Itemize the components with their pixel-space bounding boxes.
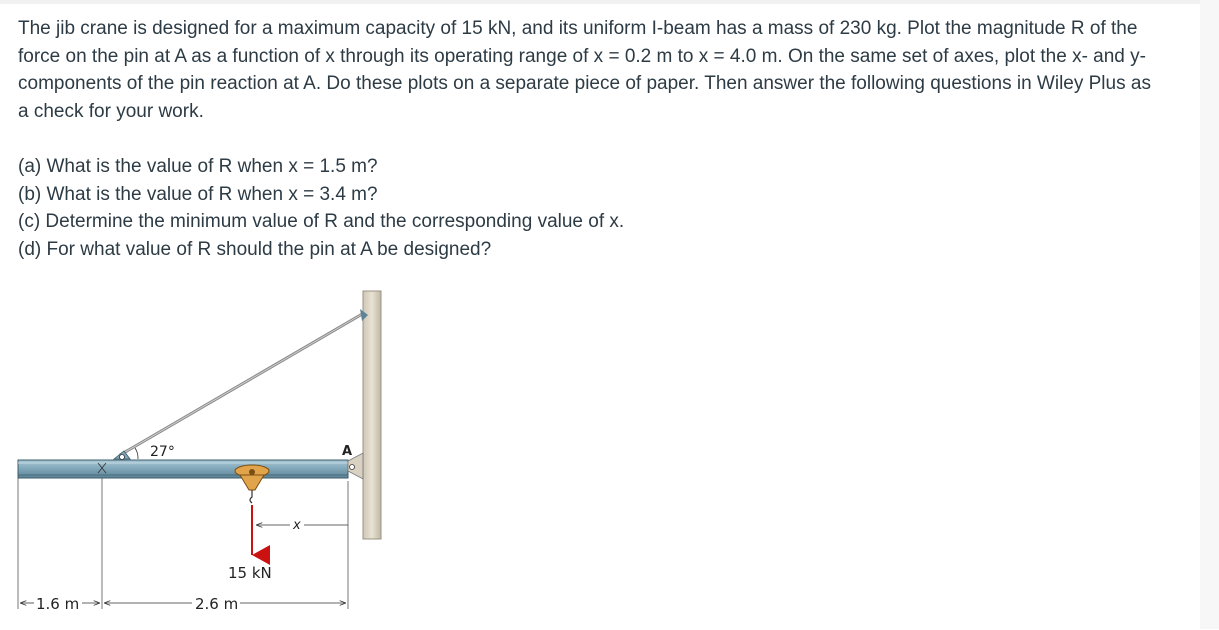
pin-a	[350, 465, 355, 470]
hook	[250, 490, 252, 503]
angle-label: 27°	[150, 444, 175, 460]
right-gutter	[1200, 0, 1219, 629]
tie-cable-highlight	[120, 313, 364, 455]
jib-crane-diagram	[0, 285, 400, 625]
trolley-body	[240, 475, 264, 490]
question-parts	[18, 153, 1018, 263]
question-line-2: force on the pin at A as a function of x through its operating range of x = 0.2 m to x = 4.0 m. On the same set of axes, plot the x- and y-	[18, 45, 1146, 67]
trolley-axle	[249, 469, 255, 475]
part-c: (c) Determine the minimum value of R and the corresponding value of x.	[18, 211, 625, 232]
question-line-1: The jib crane is designed for a maximum capacity of 15 kN, and its uniform I-beam has a mass of 230 kg. Plot the magnitude R of the	[18, 18, 1138, 39]
load-label: 15 kN	[228, 564, 272, 582]
top-divider	[0, 0, 1200, 4]
cable-pin	[120, 455, 125, 460]
question-text	[18, 15, 1188, 125]
part-b: (b) What is the value of R when x = 3.4 m?	[18, 183, 378, 205]
part-d: (d) For what value of R should the pin at A be designed?	[18, 238, 492, 260]
part-a: (a) What is the value of R when x = 1.5 m?	[18, 156, 378, 177]
angle-arc	[135, 448, 138, 459]
question-line-3: components of the pin reaction at A. Do these plots on a separate piece of paper. Then answer the following questions in Wiley Plus as	[18, 73, 1151, 94]
wall-column	[363, 291, 381, 539]
pin-a-label: A	[342, 444, 353, 459]
question-line-4: a check for your work.	[18, 100, 204, 122]
dim-right-label: 2.6 m	[195, 595, 239, 613]
x-label: x	[293, 518, 301, 533]
jib-crane-figure	[0, 285, 400, 625]
dim-left-label: 1.6 m	[36, 595, 80, 613]
